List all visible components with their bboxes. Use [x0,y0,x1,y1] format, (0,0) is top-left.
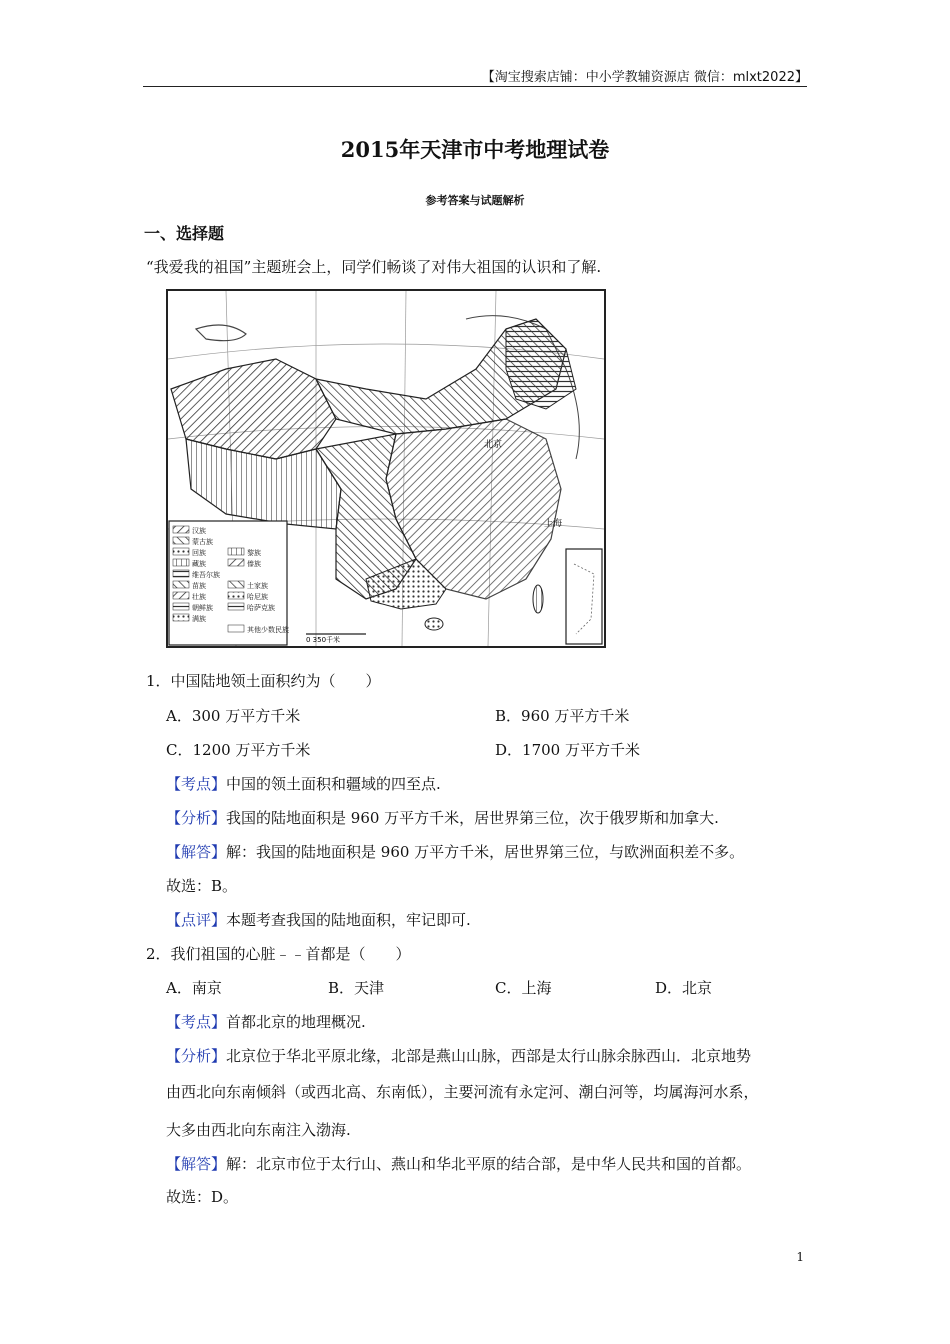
q2-answer: 故选：D。 [166,1188,239,1206]
q1-kaodian [166,773,441,794]
legend-hani: 哈尼族 [247,593,268,601]
legend-mongol: 蒙古族 [192,538,213,546]
q1-option-b: B．960 万平方千米 [495,707,630,725]
ethnic-distribution-map [166,289,606,648]
q1-fenxi-tag: 【分析】 [166,809,227,827]
map-legend [169,521,289,645]
legend-kazakh: 哈萨克族 [247,604,275,612]
intro-text: “我爱我的祖国”主题班会上，同学们畅谈了对伟大祖国的认识和了解. [146,258,602,276]
legend-dai: 傣族 [247,560,261,568]
page-number: 1 [796,1250,804,1264]
hainan-island [425,618,443,630]
section-heading: 一、选择题 [144,224,225,243]
page-header: 【淘宝搜索店铺：中小学教辅资源店 微信：mlxt2022】 [481,70,808,85]
q1-option-c: C．1200 万平方千米 [166,741,311,759]
q1-jieda-tag: 【解答】 [166,843,227,861]
legend-other: 其他少数民族 [247,626,289,634]
legend-korean: 朝鲜族 [192,604,213,612]
legend-han: 汉族 [192,527,206,535]
q1-dianping-tag: 【点评】 [166,911,227,929]
legend-miao: 苗族 [192,582,206,590]
q2-jieda [166,1153,751,1174]
q2-jieda-tag: 【解答】 [166,1155,227,1173]
q2-kaodian-tag: 【考点】 [166,1013,227,1031]
q2-option-d: D．北京 [655,979,713,997]
q2-stem: 2．我们祖国的心脏﹣﹣首都是（ ） [146,945,411,963]
legend-manchu: 满族 [192,615,206,623]
q1-option-a: A．300 万平方千米 [166,707,301,725]
q2-fenxi-tag: 【分析】 [166,1047,227,1065]
taiwan-island [533,585,543,613]
map-label-shanghai: 上海 [544,519,563,529]
legend-hui: 回族 [192,549,206,557]
q2-fenxi [166,1045,751,1066]
q1-jieda [166,841,744,862]
q1-answer: 故选：B。 [166,877,238,895]
q1-stem: 1．中国陆地领土面积约为（ ） [146,672,381,690]
q2-kaodian-text: 首都北京的地理概况. [226,1013,366,1031]
scale-label: 0 350千米 [306,636,341,644]
q2-kaodian [166,1011,366,1032]
q1-dianping-text: 本题考查我国的陆地面积，牢记即可. [226,911,471,929]
header-rule [143,86,807,87]
q2-option-a: A．南京 [166,979,222,997]
q2-fenxi-text-2: 由西北向东南倾斜（或西北高、东南低），主要河流有永定河、潮白河等，均属海河水系， [166,1083,759,1101]
q1-kaodian-text: 中国的领土面积和疆域的四至点. [226,775,441,793]
legend-zhuang: 壮族 [192,593,206,601]
legend-tibetan: 藏族 [192,560,206,568]
q2-jieda-text: 解：北京市位于太行山、燕山和华北平原的结合部，是中华人民共和国的首都。 [226,1155,752,1173]
map-label-beijing: 北京 [484,440,503,450]
south-china-sea-inset [566,549,602,644]
q2-fenxi-text-3: 大多由西北向东南注入渤海. [166,1121,351,1139]
q1-dianping [166,909,471,930]
page-subtitle: 参考答案与试题解析 [425,194,525,207]
q1-option-d: D．1700 万平方千米 [495,741,640,759]
q2-fenxi-text-1: 北京位于华北平原北缘，北部是燕山山脉，西部是太行山脉余脉西山．北京地势 [226,1047,752,1065]
q1-kaodian-tag: 【考点】 [166,775,227,793]
q2-option-b: B．天津 [328,979,385,997]
q1-fenxi [166,807,719,828]
q2-option-c: C．上海 [495,979,552,997]
page-title: 2015年天津市中考地理试卷 [340,137,610,162]
legend-tujia: 土家族 [247,582,268,590]
q1-jieda-text: 解：我国的陆地面积是 960 万平方千米，居世界第三位，与欧洲面积差不多。 [226,843,745,861]
legend-li: 黎族 [247,549,261,557]
legend-uyghur: 维吾尔族 [192,571,220,579]
q1-fenxi-text: 我国的陆地面积是 960 万平方千米，居世界第三位，次于俄罗斯和加拿大. [226,809,719,827]
